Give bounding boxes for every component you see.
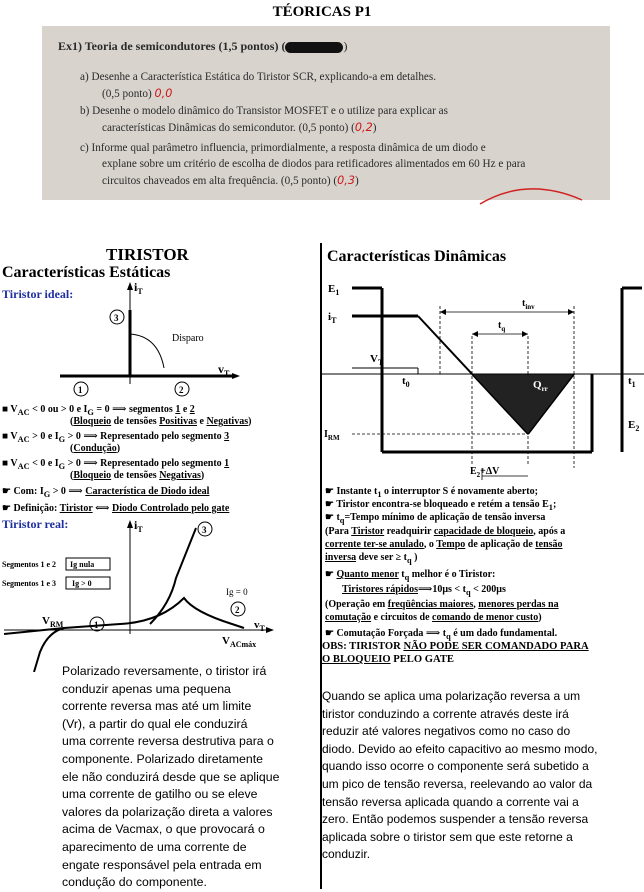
e2dv-label: E [470,466,477,477]
real-seg-3: 3 [202,525,207,535]
red-circle-mark [472,176,592,206]
question-b-line1: b) Desenhe o modelo dinâmico do Transistor MOSFET e o utilize para explicar as [80,105,448,117]
e2-label: E [628,419,636,431]
right-heading: Características Dinâmicas [327,248,507,265]
segmentos-1-2-label: Segmentos 1 e 2 [2,560,56,569]
svg-text:iT [134,518,143,534]
svg-text:IRM [324,429,340,442]
grade-b: 0,2 [354,121,373,134]
question-c-line1: c) Informe qual parâmetro influencia, primordialmente, a resposta dinâmica de um diodo e [80,142,486,154]
svg-text:tinv [522,298,535,311]
right-line-4: (Para Tiristor readquirir capacidade de bloqueio, após a [325,526,566,537]
question-c-line3: circuitos chaveados em alta frequência. (0,5 ponto) (0,3) [102,174,359,187]
t0-label: t [402,375,406,387]
right-line-11: ☛ Comutação Forçada ⟹ $t_q$ é um dado fundamental. [325,628,558,641]
ideal-seg-3: 3 [114,313,119,323]
ideal-seg-2: 2 [179,385,184,395]
ideal-x-sub: T [224,369,230,378]
real-y-sub: T [137,525,143,534]
irm-label: I [324,429,328,440]
svg-text:t1 [628,375,636,389]
real-y-label: i [134,518,138,532]
bullet-3-line1: ■ $V_{AC} < 0$ e $I_G > 0$ ⟹ Representado pelo segmento 1 [2,458,230,471]
e1-label: E [328,283,336,295]
e1-sub: 1 [335,288,340,297]
bullet-1-line2: (Bloqueio de tensões Positivas e Negativas) [70,416,252,427]
right-line-10: comutação e circuitos de comando de menor custo) [325,612,542,623]
vrm-sub: RM [49,620,64,629]
right-line-1: ☛ Instante $t_1$ o interruptor S é novamente aberto; [325,486,538,499]
question-a-line1: a) Desenhe a Característica Estática do Tiristor SCR, explicando-a em detalhes. [80,71,437,83]
svg-text:vT [218,362,230,378]
real-label: Tiristor real: [2,517,69,531]
real-characteristic-graph [0,512,320,672]
exam-question-photo [42,26,610,200]
svg-text:iT [134,280,143,296]
right-paragraph: Quando se aplica uma polarização reversa a um tiristor conduzindo a corrente através deste irá reduzir até valores negativos como no caso do diodo. Devido ao efeito capacitivo ao mesmo modo, quando isso ocorre o componente será subetido a um pico de tensão reversa, reelevando ao valor da tensão reversa aplicada quando a corrente vai a zero. Então podemos suspender a tensão reversa aplicada sobre o tiristor sem que este retorne a conduzir. [322,689,598,862]
e2dv-sub: 2 [476,471,481,479]
irm-sub: RM [327,434,340,442]
left-subheading: Características Estáticas [2,264,171,281]
right-line-7: ☛ Quanto menor $t_q$ melhor é o Tiristor: [325,569,496,582]
definicao-line: ☛ Definição: Tiristor ⟺ Diodo Controlado pelo gate [2,503,230,514]
com-line: ☛ Com: $I_G > 0$ ⟹ Característica de Diodo ideal [2,486,210,499]
e2dv-tail: +ΔV [480,466,500,477]
grade-c: 0,3 [337,174,355,187]
right-line-8: Tiristores rápidos⟹10μs < $t_q < 200\mu s$ [342,584,506,597]
ideal-x-label: v [218,362,224,376]
right-line-5: corrente ter-se anulado, o Tempo de aplicação de tensão [325,539,563,550]
left-paragraph: Polarizado reversamente, o tiristor irá conduzir apenas uma pequena corrente reversa mas até um limite (Vr), a partir do qual ele conduzirá uma corrente reversa destrutiva para o componente. Polarizado diretamente ele não conduzirá desde que se aplique uma corrente de gatilho ou se eleve valores da polarização direta a valores acima de Vacmax, o que provocará o aparecimento de uma corrente de engate responsável pela entrada em condução do componente. [62,664,280,890]
ideal-y-label: i [134,280,138,294]
disparo-label: Disparo [172,333,204,344]
grade-a: 0,0 [154,87,173,100]
redacted-grade-mark [285,42,343,53]
real-x-label: v [254,619,260,631]
tq-label: t [498,320,502,331]
t1-label: t [628,375,632,387]
right-line-9: (Operação em freqüências maiores, menores perdas na [325,599,559,610]
tq-sub: q [501,325,506,333]
svg-text:iT [328,311,337,325]
vrm-label: V [42,615,50,627]
qrr-sub: rr [541,385,548,393]
dynamic-characteristic-graph [322,268,644,486]
svg-text:t0 [402,375,410,389]
segmentos-1-3-label: Segmentos 1 e 3 [2,579,56,588]
vt-label: V [370,353,378,365]
svg-text:E2 [628,419,639,433]
svg-text:E2+ΔV [470,466,500,479]
question-b-line2: características Dinâmicas do semicondutor. (0,5 ponto) (0,2) [102,121,377,134]
ideal-label: Tiristor ideal: [2,287,74,301]
t0-sub: 0 [405,380,410,389]
ideal-y-sub: T [137,287,143,296]
right-line-3: ☛ $t_q=Tempo$ mínimo de aplicação de tensão inversa [325,512,546,525]
page-title: TÉORICAS P1 [272,4,372,20]
question-a-line2: (0,5 ponto) 0,0 [102,87,173,100]
right-line-2: ☛ Tiristor encontra-se bloqueado e retém a tensão $E_1$; [325,499,557,512]
svg-text:vT [254,619,266,633]
it-sub: T [331,316,337,325]
bullet-1-line1: ■ $V_{AC} < 0$ ou > 0 e $I_G = 0$ ⟹ segmentos 1 e 2 [2,404,195,417]
bullet-3-line2: (Bloqueio de tensões Negativas) [70,470,205,481]
ideal-characteristic-graph [0,280,320,400]
vacmax-sub: ACmáx [229,640,257,649]
it-label: i [328,311,332,323]
svg-text:tq [498,320,505,333]
svg-text:E1 [328,283,339,297]
ig-nula-box: Ig nula [70,560,95,569]
vt-sub: T [377,358,384,367]
obs-line-2: O BLOQUEIO PELO GATE [322,654,454,665]
svg-text:VACmáx [222,635,256,649]
ideal-seg-1: 1 [78,385,83,395]
exam-header: Ex1) Teoria de semicondutores (1,5 pontos) ( ) [58,39,348,53]
obs-line-1: OBS: TIRISTOR NÃO PODE SER COMANDADO PARA [322,641,589,652]
e2-sub: 2 [635,424,640,433]
bullet-2-line2: (Condução) [70,443,121,454]
vacmax-label: V [222,635,230,647]
t1-sub: 1 [631,380,636,389]
qrr-label: Q [533,379,542,391]
bullet-2-line1: ■ $V_{AC} > 0$ e $I_G > 0$ ⟹ Representado pelo segmento 3 [2,431,230,444]
left-heading: TIRISTOR [106,245,189,264]
tinv-label: t [522,298,526,309]
tinv-sub: inv [525,303,535,311]
real-x-sub: T [259,624,265,633]
svg-text:VRM [42,615,64,629]
right-line-6: inversa deve ser ≥ $t_q$ ) [325,552,418,565]
real-seg-1: 1 [94,620,99,630]
question-c-line2: explane sobre um critério de escolha de diodos para retificadores alimentados em 60 Hz e para [102,158,526,170]
ig-maior-zero-box: Ig > 0 [72,579,92,588]
real-seg-2: 2 [235,605,240,615]
ig-zero-label: Ig = 0 [226,587,248,597]
